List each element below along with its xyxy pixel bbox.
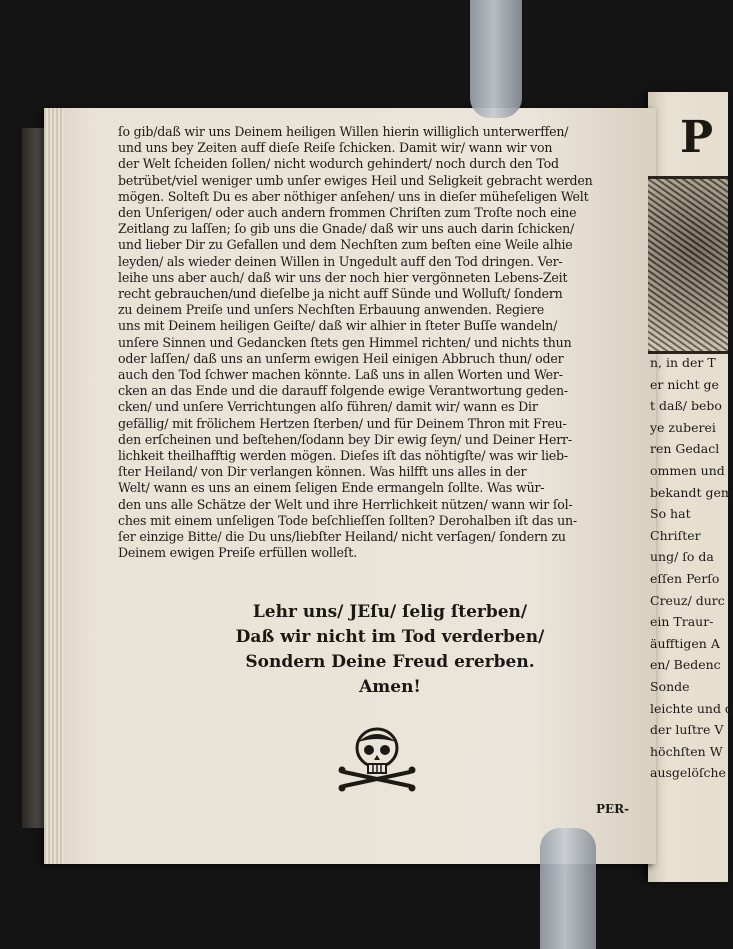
page-stack-edge — [44, 108, 64, 864]
verse-line: Sondern Deine Freud ererben. — [245, 652, 535, 672]
text-line: Zeitlang zu laſſen; ſo gib uns die Gnade/ daß wir uns auch darin ſchicken/ — [118, 221, 575, 237]
facing-text-line: bekandt gem — [650, 484, 733, 500]
text-line: cken/ und unſere Verrichtungen alſo führen/ damit wir/ wann es Dir — [118, 399, 538, 415]
text-line: ſter Heiland/ von Dir verlangen können. Was hilfft uns alles in der — [118, 464, 527, 480]
facing-page-engraving — [648, 176, 728, 354]
facing-text-line: ren Gedacl — [650, 441, 720, 457]
text-line: cken an das Ende und die darauff folgende ewige Verantwortung geden- — [118, 383, 568, 399]
page-holder-strap-bottom — [540, 828, 596, 949]
catchword: PER- — [596, 802, 630, 816]
text-line: zu deinem Preiſe und unſers Nechſten Erbauung anwenden. Regiere — [118, 302, 545, 318]
facing-text-line: t daß/ bebo — [650, 398, 722, 414]
facing-text-line: Sonde — [650, 678, 690, 694]
text-line: leihe uns aber auch/ daß wir uns der noch hier vergönneten Lebens-Zeit — [118, 269, 568, 285]
hymn-verse — [190, 600, 590, 700]
verse-line: Lehr uns/ JEſu/ ſelig ſterben/ — [252, 602, 528, 622]
text-line: und lieber Dir zu Gefallen und dem Nechſten zum beſten eine Weile alhie — [118, 237, 573, 253]
facing-text-line: ein Traur- — [650, 614, 714, 630]
text-line: den uns alle Schätze der Welt und ihre Herrlichkeit nützen/ wann wir ſol- — [118, 496, 573, 512]
text-line: der Welt ſcheiden ſollen/ nicht wodurch gehindert/ noch durch den Tod — [118, 156, 559, 172]
text-line: den erſcheinen und beſtehen/ſodann bey Dir ewig ſeyn/ und Deiner Herr- — [118, 431, 572, 447]
facing-text-line: er nicht ge — [650, 376, 719, 392]
facing-text-line: So hat — [650, 506, 691, 522]
text-line: auch den Tod ſchwer machen könnte. Laß uns in allen Worten und Wer- — [118, 367, 563, 383]
facing-text-line: Chriſter — [650, 527, 701, 543]
text-line: oder laſſen/ daß uns an unſerm ewigen Heil einigen Abbruch thun/ oder — [118, 350, 564, 366]
text-line: ſer einzige Bitte/ die Du uns/liebſter Heiland/ nicht verſagen/ ſondern zu — [118, 529, 566, 545]
text-line: leyden/ als wieder deinen Willen in Ungedult auff den Tod dringen. Ver- — [118, 253, 563, 269]
facing-text-line: äufftigen A — [650, 635, 720, 651]
facing-text-line: der luſtre V — [650, 722, 724, 738]
verse-line: Amen! — [359, 677, 421, 697]
facing-text-line: ung/ ſo da — [650, 549, 714, 565]
facing-text-line: ye zuberei — [650, 419, 716, 435]
facing-text-line: en/ Bedenc — [650, 657, 721, 673]
facing-page-initial: P — [680, 112, 714, 163]
page-holder-strap-top — [470, 0, 522, 118]
facing-page-text — [650, 352, 733, 784]
text-line: Welt/ wann es uns an einem ſeligen Ende ermangeln ſollte. Was wür- — [118, 480, 545, 496]
prayer-text-block — [118, 124, 646, 561]
facing-text-line: leichte und d — [650, 700, 733, 716]
text-line: ches mit einem unſeligen Tode beſchlieſſen ſollten? Derohalben iſt das un- — [118, 512, 577, 528]
text-line: lichkeit theilhafftig werden mögen. Dieſes iſt das nöhtigſte/ was wir lieb- — [118, 448, 568, 464]
facing-text-line: ausgelöſche — [650, 765, 726, 781]
facing-text-line: ommen und — [650, 462, 725, 478]
text-line: Deinem ewigen Preiſe erfüllen wolleſt. — [118, 545, 357, 561]
text-line: mögen. Solteſt Du es aber nöthiger anſehen/ uns in dieſer müheſeligen Welt — [118, 188, 589, 204]
text-line: uns mit Deinem heiligen Geiſte/ daß wir alhier in ſteter Buſſe wandeln/ — [118, 318, 558, 334]
text-line: recht gebrauchen/und dieſelbe ja nicht auff Sünde und Wolluſt/ ſondern — [118, 286, 563, 302]
facing-text-line: n, in der T — [650, 355, 716, 370]
facing-text-line: eſſen Perſo — [650, 570, 720, 586]
book-spine-shadow — [22, 128, 46, 828]
text-line: und uns bey Zeiten auff dieſe Reiſe ſchicken. Damit wir/ wann wir von — [118, 140, 553, 156]
text-line: ſo gib/daß wir uns Deinem heiligen Willen hierin williglich unterwerffen/ — [118, 124, 569, 139]
text-line: den Unſerigen/ oder auch andern frommen Chriſten zum Troſte noch eine — [118, 205, 577, 221]
text-line: betrübet/viel weniger umb unſer ewiges Heil und Seligkeit gebracht werden — [118, 172, 593, 188]
verse-line: Daß wir nicht im Tod verderben/ — [235, 627, 545, 647]
facing-text-line: höchſten W — [650, 743, 723, 759]
text-line: unſere Sinnen und Gedancken ſtets gen Himmel richten/ und nichts thun — [118, 334, 572, 350]
facing-text-line: Creuz/ durc — [650, 592, 725, 608]
text-line: gefällig/ mit frölichem Hertzen ſterben/ und für Deinem Thron mit Freu- — [118, 415, 567, 431]
skull-crossbones-icon — [336, 722, 418, 790]
